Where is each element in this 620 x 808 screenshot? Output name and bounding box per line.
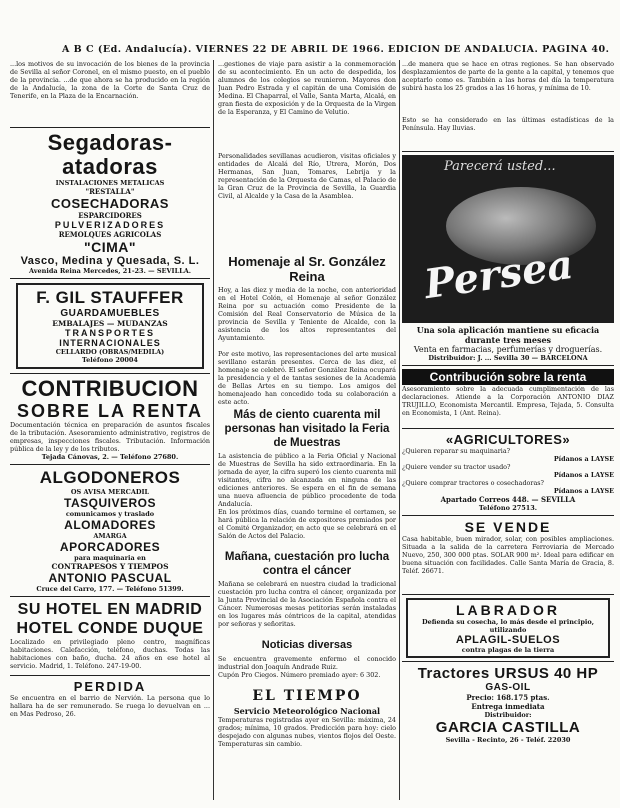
ad-line: Cruce del Carro, 177. — Teléfono 51399. [36, 585, 184, 593]
ad-line: CONTRAPESOS Y TIEMPOS [51, 562, 169, 571]
ad-line: PULVERIZADORES [54, 220, 166, 230]
ad-title: SE VENDE [464, 519, 552, 535]
ad-hotel [10, 600, 210, 672]
column-divider-2 [399, 60, 400, 800]
ad-persea [402, 155, 614, 362]
article-fragment: ...los motivos de su invocación de los bienes de la provincia de Sevilla al señor Coronel, en el mismo puesto, en el pueblo de la provincia. ...de que ahora se ha producido en la región de la Andalucía, la zona de la Corte de Santa Cruz de Tenerife, en la Plaza de la Encarnación. [10, 60, 210, 100]
ad-line: GUARDAMUEBLES [60, 308, 160, 319]
column-center [218, 60, 396, 756]
ad-body: Asesoramiento sobre la adecuada cumplimentación de las declaraciones. Atiende a la Corporación ANTONIO DIAZ TRUJILLO, Economista Mercantil. Empresa, Tejada, 5. Consulta en Economista, 1 (Ant. Reina). [402, 385, 614, 417]
ad-line: Avenida Reina Mercedes, 21-23. — SEVILLA. [28, 267, 192, 275]
ad-title: Parecerá usted... [444, 159, 556, 174]
ad-line: Apartado Correos 448. — SEVILLA [440, 495, 576, 504]
article-paragraph: En los próximos días, cuando termine el certamen, se hará pública la relación de expositores premiados por el Comité Organizador, en acto que se celebrará en el Salón de Actos del Palacio. [218, 508, 396, 540]
ad-line: Vasco, Medina y Quesada, S. L. [20, 255, 200, 267]
ad-line: TASQUIVEROS [64, 496, 156, 510]
ad-title: PERDIDA [73, 679, 147, 694]
ad-line: "CIMA" [83, 239, 137, 255]
ad-labrador [406, 598, 610, 658]
ad-line: ¿Quieren reparar su maquinaria? [402, 447, 511, 455]
article-headline: Mañana, cuestación pro lucha contra el cáncer [224, 551, 390, 577]
ad-line: Teléfono 20004 [82, 356, 138, 364]
ad-image [402, 155, 614, 323]
ad-line: APORCADORES [59, 540, 161, 554]
ad-line: Una sola aplicación mantiene su eficacia durante tres meses [416, 325, 600, 345]
ad-title: Contribución sobre la renta [402, 369, 614, 385]
ad-algodoneros [10, 468, 210, 593]
ad-line: APLAGIL-SUELOS [455, 634, 561, 646]
ad-line: CELLARDO (OBRAS/MEDILA) [55, 348, 165, 356]
article-paragraph: Cupón Pro Ciegos. Número premiado ayer: 6 302. [218, 671, 381, 679]
divider [10, 675, 210, 676]
brand-logo: Persea [421, 240, 576, 309]
article-headline: Más de ciento cuarenta mil personas han visitado la Feria de Muestras [224, 409, 390, 449]
ad-line: TRANSPORTES [64, 328, 155, 338]
ad-line: Venta en farmacias, perfumerías y droguerías. [413, 345, 603, 354]
ad-title: Segadoras-atadoras [47, 130, 173, 179]
ad-line: AMARGA [93, 532, 127, 540]
article-paragraph: Por este motivo, las representaciones del arte musical sevillano estarán presentes. Cerca de las diez, el homenaje se celebró. El señor González Reina ocupará la presidencia y el de tantas sesiones de la Academia de Bellas Artes en su tiempo. Los amigos del homenajeado han concedido toda su colaboración a este acto. [218, 350, 396, 406]
ad-line: Pídanos a LAYSE [553, 487, 614, 495]
ad-line: GARCIA CASTILLA [435, 719, 581, 736]
column-left [10, 60, 210, 724]
divider [402, 151, 614, 152]
ad-line: Precio: 168.175 ptas. [466, 693, 550, 702]
ad-line: INSTALACIONES METALICAS [55, 179, 165, 187]
ad-title: SU HOTEL EN MADRID [17, 601, 203, 618]
page-header: A B C (Ed. Andalucía). VIERNES 22 DE ABRIL DE 1966. EDICION DE ANDALUCIA. PAGINA 40. [62, 44, 610, 55]
article-fragment: Esto se ha considerado en las últimas estadísticas de la Península. Hay lluvias. [402, 116, 614, 132]
article-headline: Homenaje al Sr. González Reina [228, 254, 386, 284]
ad-line: ESPARCIDORES [78, 211, 142, 220]
ad-contribucion-renta [402, 369, 614, 425]
ad-line: Pídanos a LAYSE [553, 471, 614, 479]
ad-line: Entrega inmediata [471, 702, 545, 711]
ad-line: Pídanos a LAYSE [553, 455, 614, 463]
ad-title: CONTRIBUCION [21, 376, 199, 401]
ad-line: contra plagas de la tierra [461, 646, 555, 654]
ad-line: Defienda su cosecha, lo más desde el principio, utilizando [422, 618, 594, 634]
article-paragraph: La asistencia de público a la Feria Oficial y Nacional de Muestras de Sevilla ha sido extraordinaria. En la jornada de ayer, la cifra superó los ciento cuarenta mil visitantes, cifra no alcanzada en ninguna de las ediciones anteriores. Se espera en el fin de semana una nueva afluencia de público procedente de toda Andalucía. [218, 452, 396, 508]
article-paragraph: Hoy, a las diez y media de la noche, con anterioridad en el Hotel Colón, el Homenaje al señor González Reina por su actuación como Presidente de la Comisión del Real Conservatorio de Música de la provincia de Sevilla y Teniente de Alcalde, con la asistencia de los altos representantes del Ayuntamiento. [218, 286, 396, 342]
ad-line: COSECHADORAS [51, 196, 169, 211]
ad-line: GAS-OIL [485, 682, 531, 693]
ad-title: F. GIL STAUFFER [36, 288, 184, 307]
article-fragment: ...gestiones de viaje para asistir a la conmemoración de su acontecimiento. En un acto de despedida, los alumnos de los colegios se reunieron. Mayores don Juan Pedro Estrada y el capitán de una Comisión de Medina. El Chaparral, el Valle, Santa Marta, Alcalá, en gran fiesta de exposición y de la Orquesta de la Virgen de la Esperanza, y El Camino de Velutio. [218, 60, 396, 116]
ad-title: «AGRICULTORES» [445, 432, 571, 447]
ad-line: "RESTALLA" [85, 187, 135, 196]
divider [10, 278, 210, 279]
divider [402, 365, 614, 366]
ad-tractores-ursus [402, 665, 614, 744]
article-paragraph: Personalidades sevillanas acudieron, visitas oficiales y entidades de Alcalá del Río, Utrera, Morón, Dos Hermanas, San Juan, Tomares, Lebrija y la representación de la Orquesta de Camas, el Palacio de la Gran Cruz de la Provincia de Sevilla, la Guardia Civil, al Alcalde y la Casa de la Asamblea. [218, 152, 396, 200]
ad-body: Casa habitable, buen mirador, solar, con posibles ampliaciones. Situada a la salida de la carretera Ferroviaria de Mercado Nuevo, 250, 300 000 ptas. SOLAR 900 m². Ideal para edificar en buena situación con facilidades. Calle Santa María de Gracia, 8. Teléf. 26671. [402, 535, 614, 575]
ad-title: LABRADOR [455, 602, 561, 618]
ad-line: ALOMADORES [64, 518, 156, 532]
article-subheadline: Servicio Meteorológico Nacional [233, 706, 381, 716]
ad-agricultores [402, 432, 614, 512]
ad-line: Distribuidor: [484, 711, 532, 719]
divider [10, 127, 210, 128]
divider [402, 661, 614, 662]
ad-gil-stauffer [16, 283, 204, 369]
divider [10, 373, 210, 374]
article-headline: Noticias diversas [261, 639, 353, 651]
divider [10, 464, 210, 465]
ad-line: ¿Quiere comprar tractores o cosechadoras? [402, 479, 544, 487]
ad-body: Documentación técnica en preparación de asuntos fiscales de la tributación. Asesoramiento administrativo, registros de empresas, inspecciones fiscales. Tributación. Información pública de la ley y de los tributos. [10, 421, 210, 453]
article-fragment: ...de manera que se hace en otras regiones. Se han observado desplazamientos de parte de la gente a la capital, y tenemos que aceptarlo como es. También a las horas del día la temperatura subirá hasta los 25 grados a las 16 horas, y mínima de 10. [402, 60, 614, 92]
article-paragraph: Se encuentra gravemente enfermo el conocido industrial don Joaquín Andrade Ruiz. [218, 655, 396, 671]
ad-segadoras [10, 131, 210, 275]
ad-title: HOTEL CONDE DUQUE [16, 620, 204, 637]
ad-line: EMBALAJES — MUDANZAS [52, 319, 168, 328]
column-divider-1 [213, 60, 214, 800]
ad-line: Distribuidor: J. ... Sevilla 30 — BARCELONA [428, 354, 588, 362]
ad-line: ANTONIO PASCUAL [48, 571, 172, 585]
ad-line: OS AVISA MERCADIL [70, 488, 150, 496]
ad-perdida [10, 679, 210, 724]
ad-se-vende [402, 519, 614, 591]
ad-contribucion [10, 377, 210, 461]
ad-line: SOBRE LA RENTA [16, 401, 203, 421]
ad-line: Teléfono 27513. [478, 504, 538, 512]
divider [402, 515, 614, 516]
ad-line: comunicamos y traslado [65, 510, 155, 518]
ad-body: Localizado en privilegiado pleno centro, magníficas habitaciones. Calefacción, teléfono, duchas. Todas las habitaciones con baño, ducha. 24 años en ese hotel al servicio. Madrid, 1. Teléfono. 247-19-00. [10, 638, 210, 670]
article-paragraph: Mañana se celebrará en nuestra ciudad la tradicional cuestación pro lucha contra el cáncer, organizada por la Junta Provincial de la Asociación Española contra el Cáncer. Numerosas mesas petitorias serán instaladas en los lugares más céntricos de la capital, atendidas por señoras y señoritas. [218, 580, 396, 628]
ad-body: Se encuentra en el barrio de Nervión. La persona que lo hallara ha de ser remunerado. Se ruega lo devuelvan en ... en Mas Pedroso, 26. [10, 694, 210, 718]
column-right [402, 60, 614, 744]
article-paragraph: Temperaturas registradas ayer en Sevilla: máxima, 24 grados; mínima, 10 grados. Predicción para hoy: cielo despejado con algunas nubes, vientos flojos del Oeste. Temperaturas sin cambio. [218, 716, 396, 748]
ad-line: ¿Quiere vender su tractor usado? [402, 463, 511, 471]
ad-line: para maquinaria en [74, 554, 146, 562]
ad-title: ALGODONEROS [39, 468, 181, 487]
article-headline: EL TIEMPO [252, 688, 362, 704]
divider [402, 428, 614, 429]
ad-title: Tractores URSUS 40 HP [417, 665, 599, 682]
ad-line: REMOLQUES AGRICOLAS [58, 230, 162, 239]
ad-line: Tejada Cánovas, 2. — Teléfono 27680. [41, 453, 179, 461]
divider [10, 596, 210, 597]
divider [402, 594, 614, 595]
ad-line: Sevilla - Recinto, 26 - Teléf. 22030 [445, 736, 571, 744]
ad-line: INTERNACIONALES [59, 338, 161, 348]
